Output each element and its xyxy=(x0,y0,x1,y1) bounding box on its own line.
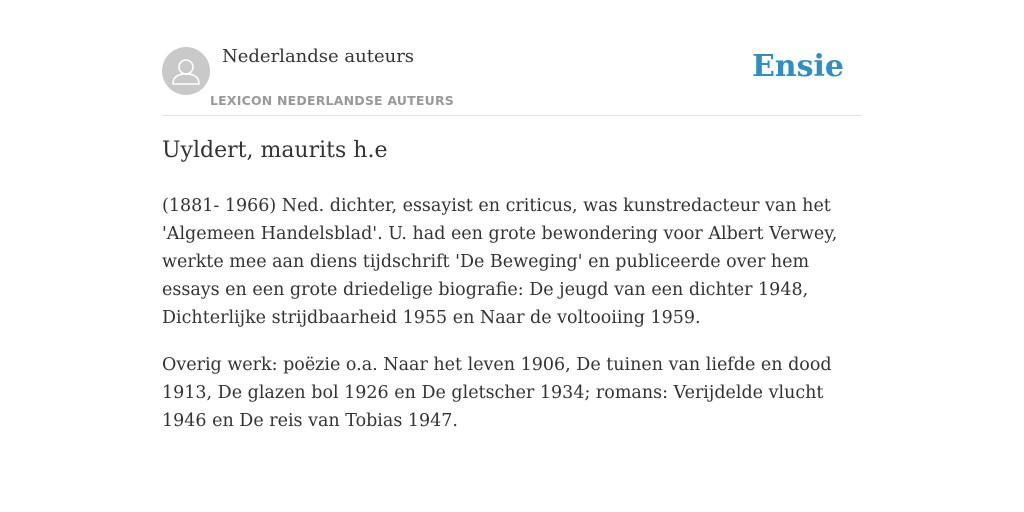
article-paragraph: (1881- 1966) Ned. dichter, essayist en criticus, was kunstredacteur van het 'Algemeen Handelsblad'. U. had een grote bewondering voor Albert Verwey, werkte mee aan diens tijdschrift 'De Beweging' en publiceerde over hem essays en een grote driedelige biografie: De jeugd van een dichter 1948, Dichterlijke strijdbaarheid 1955 en Naar de voltooiing 1959. xyxy=(162,196,838,328)
ensie-logo[interactable]: Ensie xyxy=(751,49,844,84)
page-title: Uyldert, maurits h.e xyxy=(162,138,388,163)
article-paragraph: Overig werk: poëzie o.a. Naar het leven 1906, De tuinen van liefde en dood 1913, De glazen bol 1926 en De gletscher 1934; romans: Verijdelde vlucht 1946 en De reis van Tobias 1947. xyxy=(162,355,832,431)
avatar[interactable] xyxy=(162,47,210,95)
article-body xyxy=(162,192,862,454)
header xyxy=(162,0,862,116)
page-container xyxy=(162,0,862,431)
lexicon-subtitle[interactable]: LEXICON NEDERLANDSE AUTEURS xyxy=(210,93,454,108)
user-icon xyxy=(162,47,210,95)
author-name[interactable]: Nederlandse auteurs xyxy=(222,46,415,67)
